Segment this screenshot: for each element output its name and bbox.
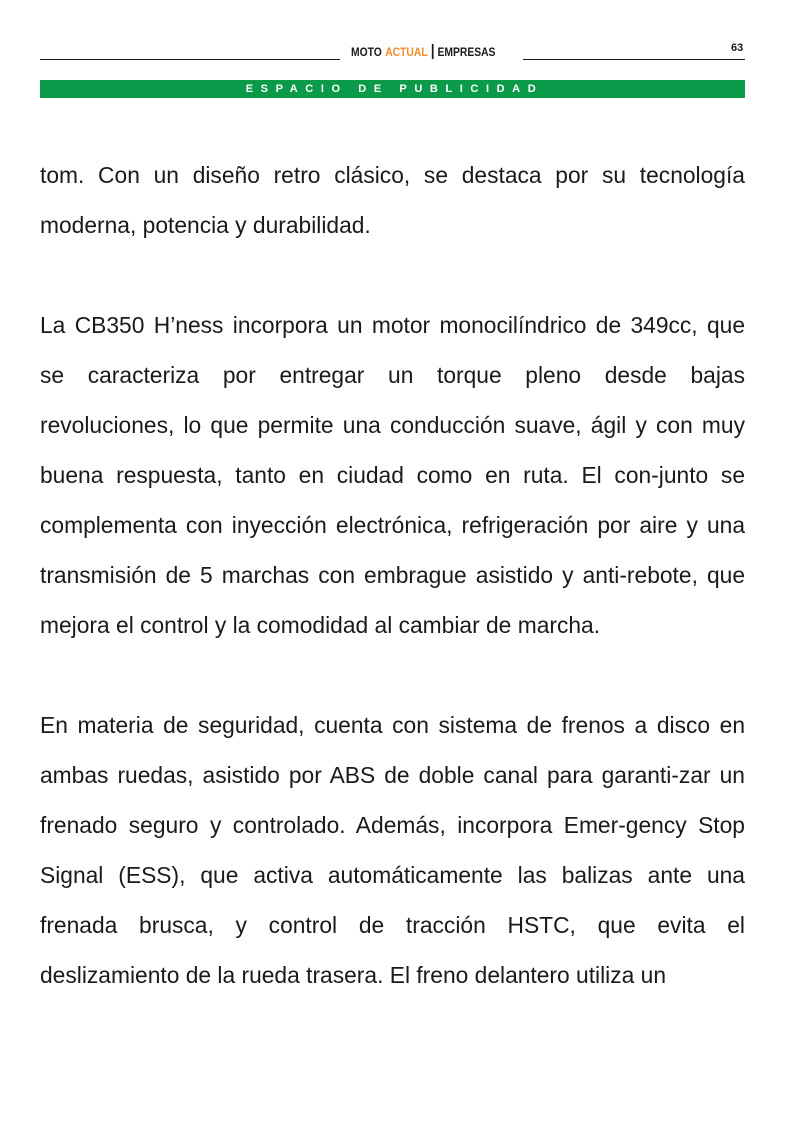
brand-moto: MOTO — [351, 44, 382, 59]
brand-actual: ACTUAL — [385, 44, 428, 59]
header-rule-right — [523, 59, 745, 60]
paragraph-3: En materia de seguridad, cuenta con sistema de frenos a disco en ambas ruedas, asistido por ABS de doble canal para garanti-zar un frenado seguro y controlado. Además, incorpora Emer-gency Stop Signal (ESS), que activa automáticamente las balizas ante una frenada brusca, y control de tracción HSTC, que evita el deslizamiento de la rueda trasera. El freno delantero utiliza un — [40, 712, 745, 988]
header-rule-left — [40, 59, 340, 60]
page-number: 63 — [731, 42, 744, 54]
banner-label: ESPACIO DE PUBLICIDAD — [245, 83, 544, 95]
paragraph-1: tom. Con un diseño retro clásico, se destaca por su tecnología moderna, potencia y durabilidad. — [40, 162, 745, 238]
section-name: EMPRESAS — [437, 44, 496, 59]
brand-separator — [432, 44, 433, 59]
publication-logo — [351, 44, 495, 59]
advertising-banner — [40, 80, 745, 98]
paragraph-2: La CB350 H’ness incorpora un motor monocilíndrico de 349cc, que se caracteriza por entregar un torque pleno desde bajas revoluciones, lo que permite una conducción suave, ágil y con muy buena respuesta, tanto en ciudad como en ruta. El con-junto se complementa con inyección electrónica, refrigeración por aire y una transmisión de 5 marchas con embrague asistido y anti-rebote, que mejora el control y la comodidad al cambiar de marcha. — [40, 312, 745, 638]
article-body — [40, 150, 745, 1000]
